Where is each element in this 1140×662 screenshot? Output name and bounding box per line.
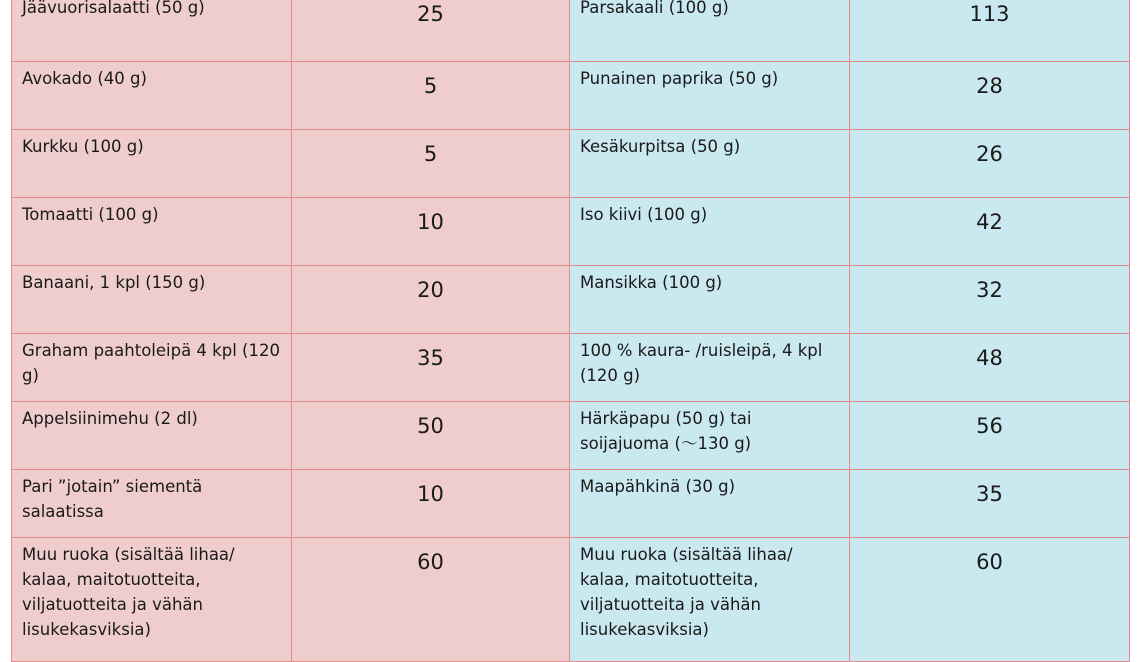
left-food-value: 35 (292, 334, 570, 402)
table-row (12, 266, 1130, 334)
left-food-value: 10 (292, 470, 570, 538)
left-food-value: 5 (292, 62, 570, 130)
right-food-value: 35 (850, 470, 1130, 538)
table-row (12, 538, 1130, 662)
left-food-value: 10 (292, 198, 570, 266)
left-food-name: Kurkku (100 g) (12, 130, 292, 198)
right-food-name: Muu ruoka (sisältää lihaa/ kalaa, maitotuotteita, viljatuotteita ja vähän lisukekasviksia) (570, 538, 850, 662)
left-food-name: Avokado (40 g) (12, 62, 292, 130)
table-row (12, 130, 1130, 198)
left-food-name: Graham paahtoleipä 4 kpl (120 g) (12, 334, 292, 402)
food-comparison-table-container (11, 0, 1129, 662)
left-food-name: Jäävuorisalaatti (50 g) (12, 0, 292, 62)
left-food-name: Banaani, 1 kpl (150 g) (12, 266, 292, 334)
food-comparison-table (11, 0, 1130, 662)
right-food-value: 48 (850, 334, 1130, 402)
left-food-value: 20 (292, 266, 570, 334)
right-food-value: 113 (850, 0, 1130, 62)
right-food-name: Kesäkurpitsa (50 g) (570, 130, 850, 198)
right-food-value: 56 (850, 402, 1130, 470)
right-food-name: Maapähkinä (30 g) (570, 470, 850, 538)
table-body (12, 0, 1130, 662)
right-food-name: Mansikka (100 g) (570, 266, 850, 334)
left-food-name: Tomaatti (100 g) (12, 198, 292, 266)
right-food-name: Punainen paprika (50 g) (570, 62, 850, 130)
right-food-name: Parsakaali (100 g) (570, 0, 850, 62)
right-food-value: 60 (850, 538, 1130, 662)
table-row (12, 62, 1130, 130)
right-food-value: 42 (850, 198, 1130, 266)
table-row (12, 334, 1130, 402)
left-food-value: 25 (292, 0, 570, 62)
right-food-name: 100 % kaura- /ruisleipä, 4 kpl (120 g) (570, 334, 850, 402)
table-row (12, 402, 1130, 470)
table-row (12, 0, 1130, 62)
left-food-value: 5 (292, 130, 570, 198)
right-food-name: Härkäpapu (50 g) tai soijajuoma (～130 g) (570, 402, 850, 470)
left-food-value: 60 (292, 538, 570, 662)
right-food-value: 32 (850, 266, 1130, 334)
table-row (12, 198, 1130, 266)
left-food-name: Pari ”jotain” siementä salaatissa (12, 470, 292, 538)
left-food-value: 50 (292, 402, 570, 470)
right-food-name: Iso kiivi (100 g) (570, 198, 850, 266)
right-food-value: 28 (850, 62, 1130, 130)
right-food-value: 26 (850, 130, 1130, 198)
left-food-name: Appelsiinimehu (2 dl) (12, 402, 292, 470)
left-food-name: Muu ruoka (sisältää lihaa/ kalaa, maitotuotteita, viljatuotteita ja vähän lisukekasviksia) (12, 538, 292, 662)
table-row (12, 470, 1130, 538)
